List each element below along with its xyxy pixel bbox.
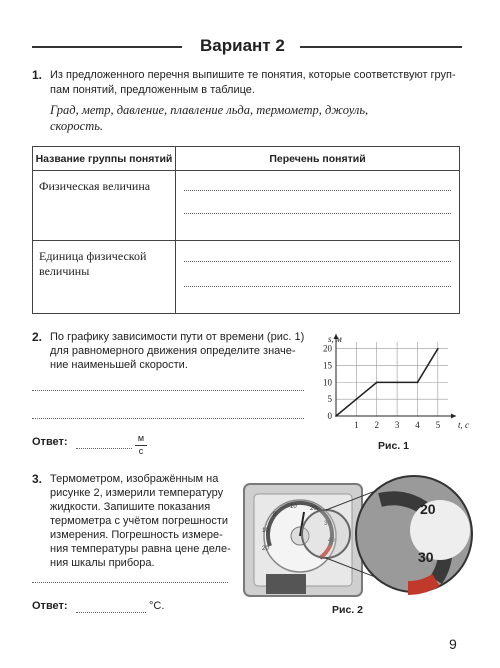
zoom-label: 30 [418,549,434,565]
y-axis-label: s, м [328,334,342,344]
distance-time-chart [306,330,469,435]
task2-answer-label: Ответ: [32,436,68,448]
task3-answer-label: Ответ: [32,600,68,612]
x-tick-label: 2 [374,420,379,430]
task2-line3: ние наименьшей скорости. [50,359,188,371]
task3-line5: измерения. Погрешность измере- [50,529,223,541]
task1-number: 1. [32,68,43,82]
task2-work-line[interactable] [32,418,304,419]
data-point [396,381,398,383]
unit-denominator: с [138,446,144,456]
task3-work-line[interactable] [32,582,228,583]
page-number: 9 [449,636,457,652]
x-axis-arrow [451,414,456,419]
task2-line2: для равномерного движения определите значе- [50,345,296,357]
task3-line6: ния температуры равна цене деле- [50,543,231,555]
x-tick-label: 3 [394,420,400,430]
variant-title: Вариант 2 [200,36,285,55]
task1-text-line2: пам понятий, предложенным в таблице. [50,84,255,96]
task1-text-line1: Из предложенного перечня выпишите те понятия, которые соответствуют груп- [50,69,456,81]
dial-label: 20 [310,506,317,512]
task2-work-line[interactable] [32,390,304,391]
data-point [376,381,378,383]
header-rule-left [32,46,182,48]
data-point [417,381,419,383]
thermometer-figure [240,470,465,600]
task3-line7: ния шкалы прибора. [50,557,155,569]
zoom-label: 20 [420,501,436,517]
x-axis-label: t, с [458,420,469,430]
task3-number: 3. [32,472,43,486]
dial-label: 10 [290,504,297,510]
y-tick-label: 5 [327,394,332,405]
answer-line[interactable] [184,213,451,214]
x-tick-label: 1 [354,420,359,430]
dial-label: 10 [262,528,269,534]
data-point [437,348,439,350]
row1-answer-cell[interactable] [176,171,460,241]
task3-line2: рисунке 2, измерили температуру [50,487,224,499]
task3-line4: термометра с учётом погрешности [50,515,229,527]
y-tick-label: 15 [323,360,332,371]
row2-name-line1: Единица физической [39,249,147,263]
task1-list-line1: Град, метр, давление, плавление льда, термометр, джоуль, [50,103,369,117]
row1-name: Физическая величина [33,171,176,241]
row2-answer-cell[interactable] [176,241,460,314]
celsius-unit: °С. [149,600,165,612]
y-tick-label: 10 [323,377,332,388]
figure2-caption: Рис. 2 [332,604,363,616]
data-point [335,415,337,417]
col2-header: Перечень понятий [176,147,460,171]
figure1-caption: Рис. 1 [378,440,409,452]
concepts-table [32,146,460,314]
answer-line[interactable] [184,261,451,262]
row2-name [33,241,176,314]
row2-name-line2: величины [39,264,90,278]
answer-line[interactable] [184,286,451,287]
y-tick-label: 20 [323,343,332,354]
col1-header: Название группы понятий [33,147,176,171]
magnifier-loupe [302,510,350,558]
header-rule-right [300,46,462,48]
x-tick-label: 4 [415,420,420,430]
x-tick-label: 5 [435,420,441,430]
task2-answer-field[interactable] [76,448,132,449]
task3-answer-field[interactable] [76,612,146,613]
y-tick-label: 0 [327,411,332,421]
dial-label: 20 [262,546,269,552]
unit-numerator: м [137,433,145,443]
task3-line1: Термометром, изображённым на [50,473,219,485]
dial-label: 0 [273,512,277,518]
answer-line[interactable] [184,190,451,191]
task3-line3: жидкости. Запишите показания [50,501,211,513]
task1-list-line2: скорость. [50,119,104,133]
data-point [355,398,357,400]
task2-number: 2. [32,330,43,344]
task2-line1: По графику зависимости пути от времени (рис. 1) [50,331,305,343]
